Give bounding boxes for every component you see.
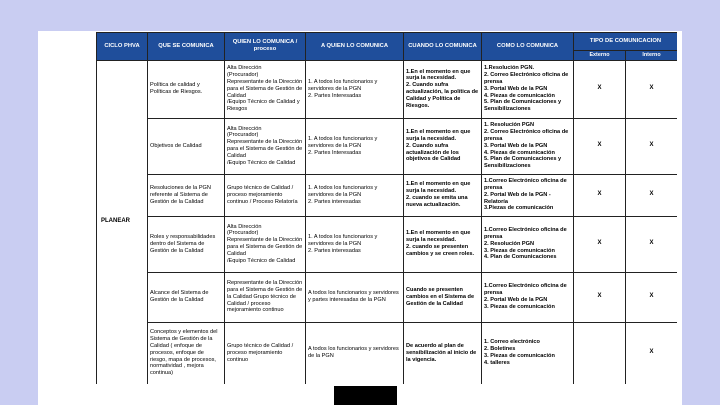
cell-como: 1. Correo electrónico 2. Boletines 3. Piezas de comunicación 4. talleres: [482, 322, 574, 384]
cell-como: 1. Resolución PGN 2. Correo Electrónico oficina de prensa 3. Portal Web de la PGN 4. Piezas de comunicación 5. Plan de Comunicaciones y Sensibilizaciones: [482, 118, 574, 174]
cell-cuando: 1.En el momento en que surja la necesidad. 2. Cuando sufra actualización, la política de Calidad y Política de Riesgos.: [404, 60, 482, 118]
table-row: [97, 322, 678, 384]
cell-que: Conceptos y elementos del Sistema de Gestión de la Calidad ( enfoque de procesos, enfoque de riesgo, mapa de procesos, normatividad , mejora continua): [148, 322, 225, 384]
header-externo: Externo: [574, 51, 626, 61]
header-que: QUE SE COMUNICA: [148, 33, 225, 61]
cell-quien: Representante de la Dirección para el Sistema de Gestión de la Calidad Grupo técnico de Calidad / proceso mejoramiento continuo: [225, 272, 306, 322]
cell-quien: Grupo técnico de Calidad / proceso mejoramiento continuo: [225, 322, 306, 384]
table-row: [97, 216, 678, 272]
header-quien: QUIEN LO COMUNICA / proceso: [225, 33, 306, 61]
cell-quien: Grupo técnico de Calidad / proceso mejoramiento continuo / Proceso Relatoría: [225, 174, 306, 216]
cell-a-quien: A todos los funcionarios y servidores de la PGN: [306, 322, 404, 384]
cell-que: Roles y responsabilidades dentro del Sistema de Gestión de la Calidad: [148, 216, 225, 272]
cell-interno: X: [626, 216, 678, 272]
header-cuando: CUANDO LO COMUNICA: [404, 33, 482, 61]
cell-que: Alcance del Sistema de Gestión de la Calidad: [148, 272, 225, 322]
header-ciclo: CICLO PHVA: [97, 33, 148, 61]
cell-como: 1.Correo Electrónico oficina de prensa 2. Portal Web de la PGN - Relatoría 3.Piezas de comunicación: [482, 174, 574, 216]
header-row: [97, 33, 678, 51]
cell-a-quien: 1. A todos los funcionarios y servidores de la PGN 2. Partes interesadas: [306, 216, 404, 272]
communication-matrix: [96, 32, 677, 384]
cell-quien: Alta Dirección (Procurador) Representante de la Dirección para el Sistema de Gestión de Calidad /Equipo Técnico de Calidad: [225, 216, 306, 272]
cell-a-quien: 1. A todos los funcionarios y servidores de la PGN 2. Partes interesadas: [306, 174, 404, 216]
cell-cuando: De acuerdo al plan de sensibilización al inicio de la vigencia.: [404, 322, 482, 384]
header-a-quien: A QUIEN LO COMUNICA: [306, 33, 404, 61]
table-row: [97, 272, 678, 322]
cell-externo: X: [574, 60, 626, 118]
table-row: [97, 174, 678, 216]
cell-quien: Alta Dirección (Procurador) Representante de la Dirección para el Sistema de Gestión de Calidad /Equipo Técnico de Calidad y Riesgos: [225, 60, 306, 118]
header-interno: Interno: [626, 51, 678, 61]
cell-que: Objetivos de Calidad: [148, 118, 225, 174]
cell-como: 1.Resolución PGN. 2. Correo Electrónico oficina de prensa 3. Portal Web de la PGN 4. Piezas de comunicación 5. Plan de Comunicaciones y Sensibilizaciones: [482, 60, 574, 118]
bottom-black-bar: [334, 386, 397, 405]
cell-a-quien: 1. A todos los funcionarios y servidores de la PGN 2. Partes Interesadas: [306, 60, 404, 118]
cell-externo: X: [574, 216, 626, 272]
cell-cuando: 1.En el momento en que surja la necesidad. 2. cuando se emita una nueva actualización.: [404, 174, 482, 216]
header-como: COMO LO COMUNICA: [482, 33, 574, 61]
communication-table: [96, 32, 677, 384]
cell-a-quien: 1. A todos los funcionarios y servidores de la PGN 2. Partes Interesadas: [306, 118, 404, 174]
slide-canvas: [38, 31, 682, 405]
cell-interno: X: [626, 60, 678, 118]
cell-externo: [574, 322, 626, 384]
cell-cuando: 1.En el momento en que surja la necesidad. 2. Cuando sufra actualización de los objetivos de Calidad: [404, 118, 482, 174]
cell-interno: X: [626, 272, 678, 322]
cell-quien: Alta Dirección (Procurador) Representante de la Dirección para el Sistema de Gestión de Calidad /Equipo Técnico de Calidad: [225, 118, 306, 174]
cell-interno: X: [626, 118, 678, 174]
cell-interno: X: [626, 174, 678, 216]
cell-interno: X: [626, 322, 678, 384]
header-tipo: TIPO DE COMUNICACION: [574, 33, 678, 51]
cell-cuando: Cuando se presenten cambios en el Sistema de Gestión de la Calidad: [404, 272, 482, 322]
cell-como: 1.Correo Electrónico oficina de prensa 2. Portal Web de la PGN 3. Piezas de comunicación: [482, 272, 574, 322]
table-row: [97, 60, 678, 118]
cell-externo: X: [574, 118, 626, 174]
cell-externo: X: [574, 174, 626, 216]
phase-label: PLANEAR: [97, 60, 148, 384]
cell-cuando: 1.En el momento en que surja la necesidad. 2. cuando se presenten cambios y se creen roles.: [404, 216, 482, 272]
cell-a-quien: A todos los funcionarios y servidores y partes interesadas de la PGN: [306, 272, 404, 322]
cell-que: Política de calidad y Políticas de Riesgos.: [148, 60, 225, 118]
cell-externo: X: [574, 272, 626, 322]
cell-como: 1.Correo Electrónico oficina de prensa 2. Resolución PGN 3. Piezas de comunicación 4. Plan de Comunicaciones: [482, 216, 574, 272]
cell-que: Resoluciones de la PGN referente al Sistema de Gestión de la Calidad: [148, 174, 225, 216]
table-row: [97, 118, 678, 174]
